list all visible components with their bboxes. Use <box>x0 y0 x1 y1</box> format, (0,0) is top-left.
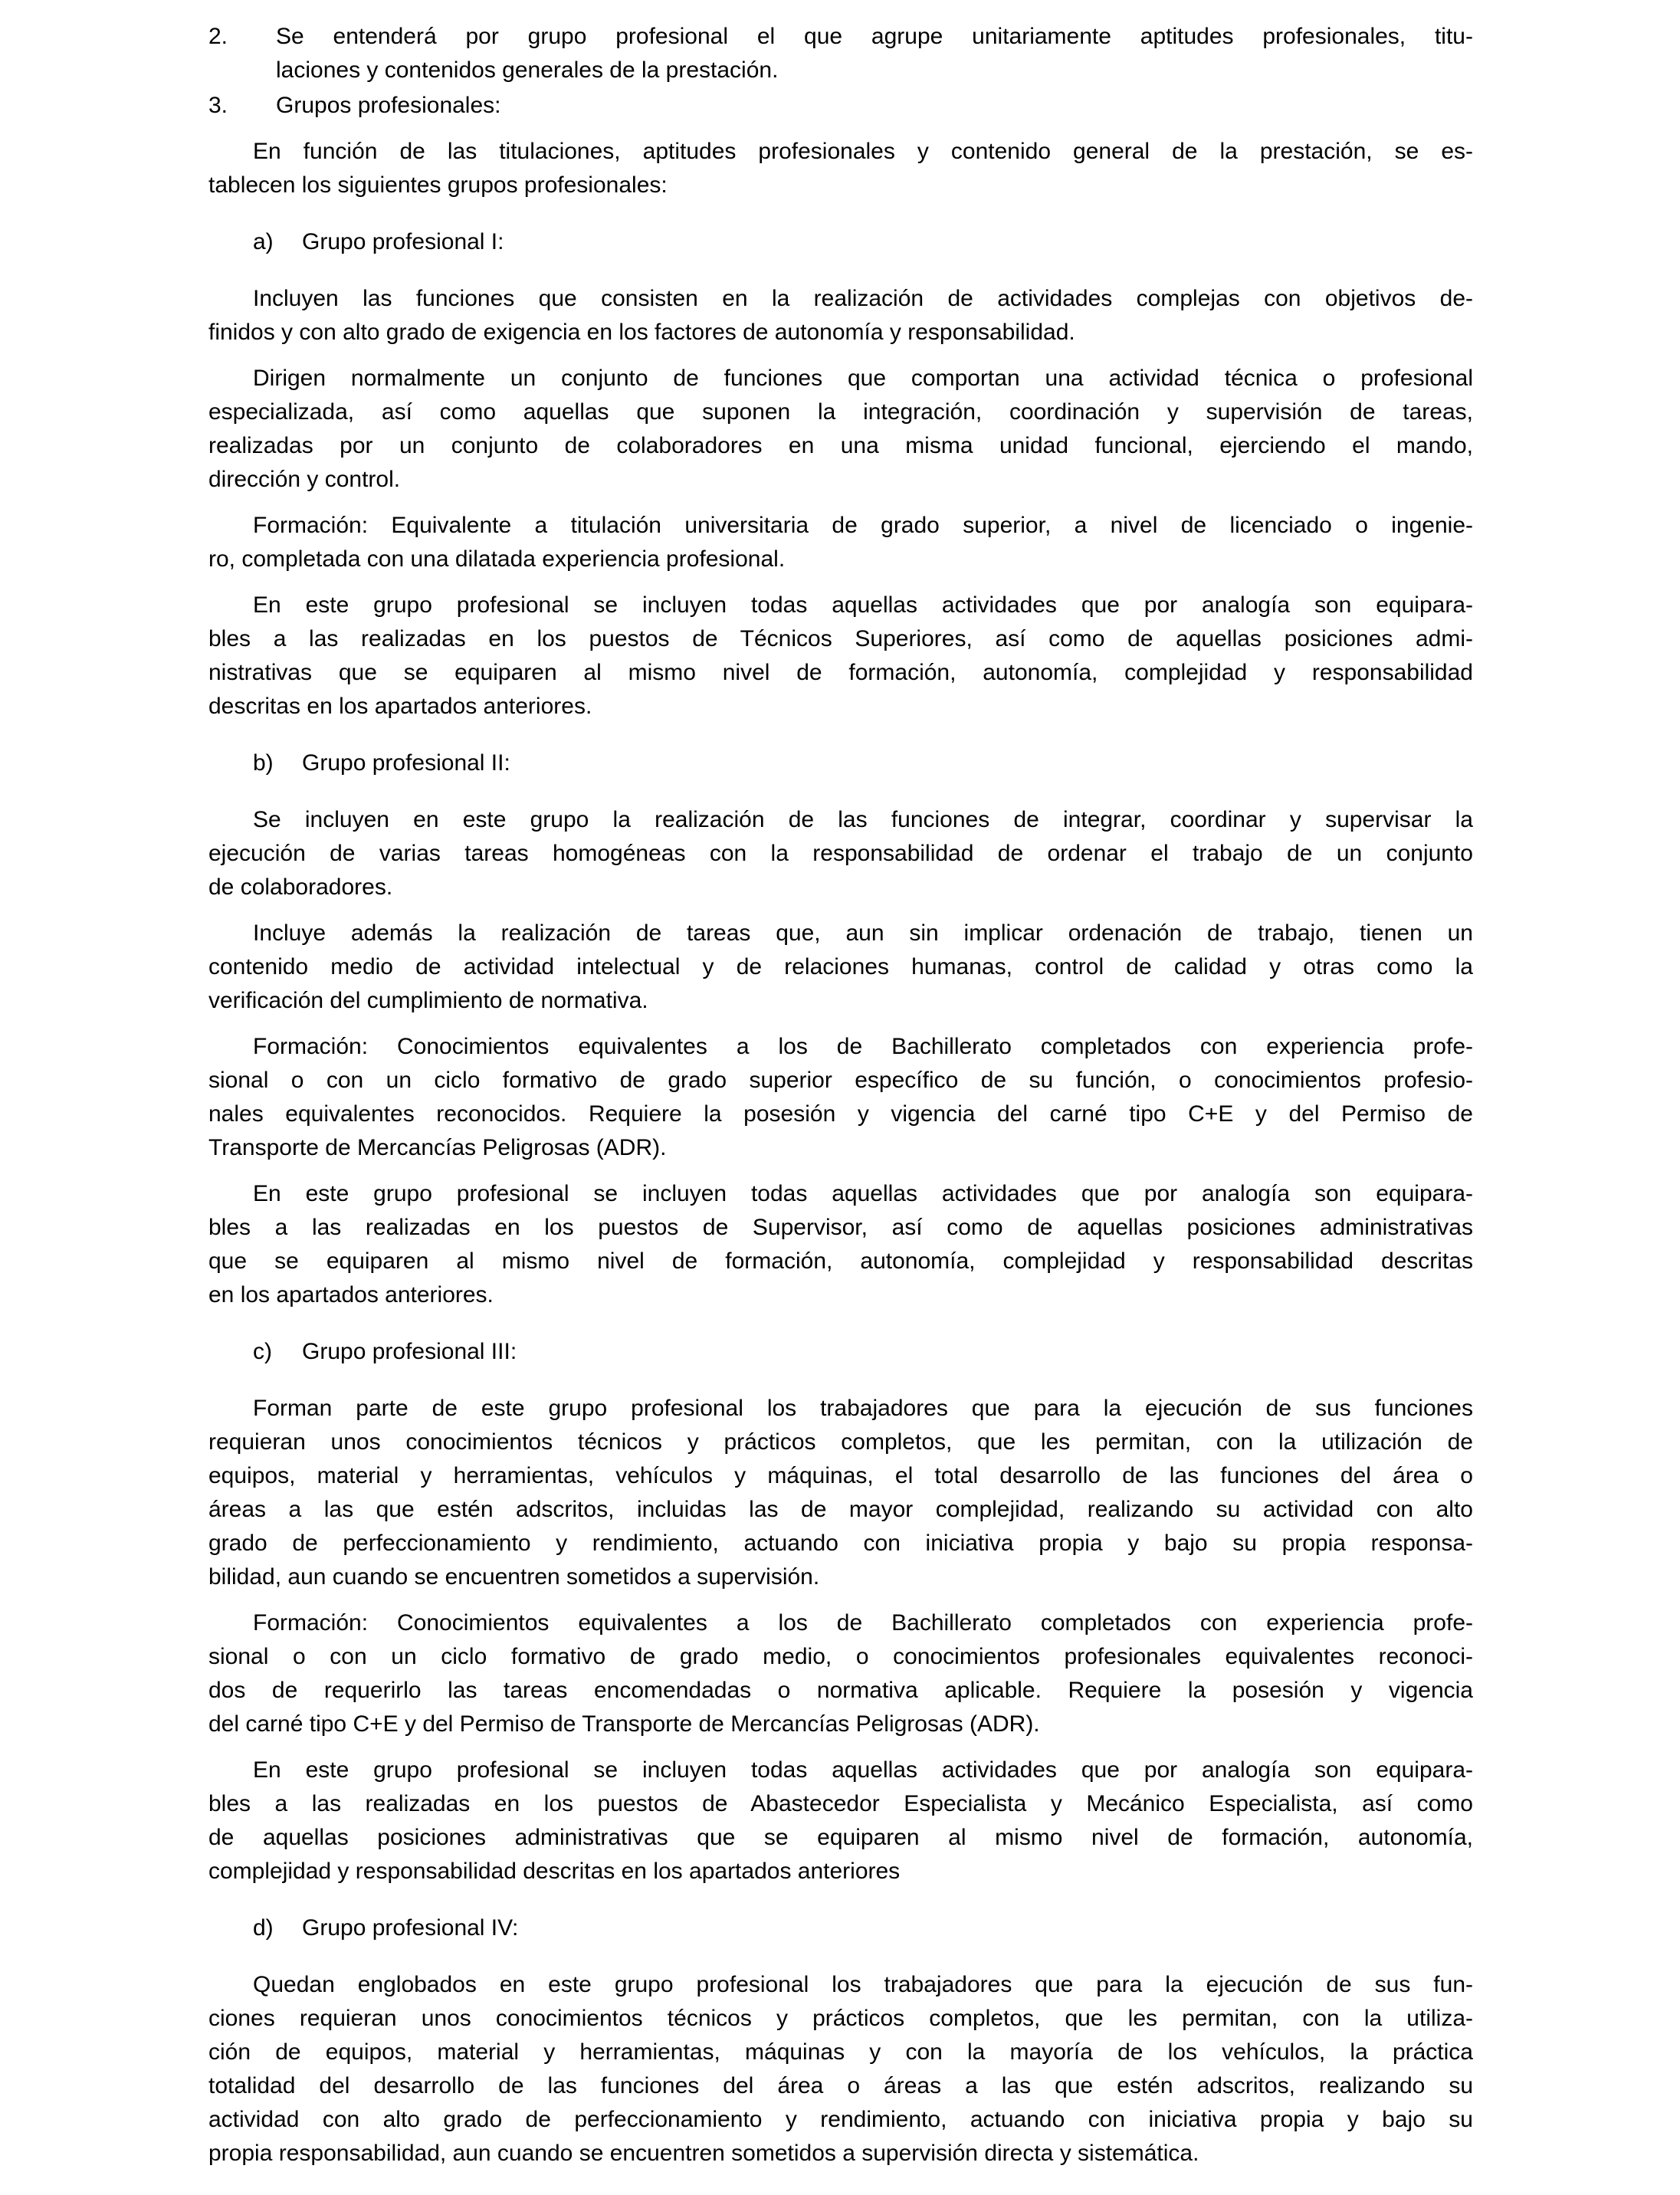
text-line: equipos, material y herramientas, vehículos y máquinas, el total desarrollo de las funciones del área o <box>208 1463 1473 1488</box>
text-line: Transporte de Mercancías Peligrosas (ADR). <box>208 1135 667 1160</box>
text-line: verificación del cumplimiento de normativa. <box>208 988 648 1013</box>
heading-text: Grupo profesional I: <box>302 229 504 254</box>
paragraph <box>208 589 1473 723</box>
text-line: finidos y con alto grado de exigencia en los factores de autonomía y responsabilidad. <box>208 320 1075 345</box>
heading-text: Grupo profesional IV: <box>302 1915 519 1941</box>
paragraph <box>208 135 1473 202</box>
paragraph <box>208 509 1473 576</box>
heading-text: Grupo profesional II: <box>302 750 510 776</box>
text-line: Quedan englobados en este grupo profesional los trabajadores que para la ejecución de sus fun- <box>253 1972 1473 1997</box>
paragraph <box>208 917 1473 1018</box>
text-line: dos de requerirlo las tareas encomendadas o normativa aplicable. Requiere la posesión y vigencia <box>208 1678 1473 1703</box>
text-line: Incluye además la realización de tareas que, aun sin implicar ordenación de trabajo, tienen un <box>253 920 1473 946</box>
text-line: del carné tipo C+E y del Permiso de Transporte de Mercancías Peligrosas (ADR). <box>208 1711 1040 1737</box>
numbered-list-item <box>208 20 1473 87</box>
paragraph <box>208 803 1473 904</box>
heading-marker: c) <box>253 1339 272 1364</box>
text-line: dirección y control. <box>208 467 401 492</box>
text-line: bilidad, aun cuando se encuentren sometidos a supervisión. <box>208 1564 820 1590</box>
text-line: sional o con un ciclo formativo de grado superior específico de su función, o conocimientos profesio- <box>208 1068 1473 1093</box>
numbered-list-item <box>208 89 1473 123</box>
document-content <box>208 20 1473 2170</box>
paragraph <box>208 1968 1473 2170</box>
text-line: contenido medio de actividad intelectual y de relaciones humanas, control de calidad y otras como la <box>208 954 1473 979</box>
text-line: ro, completada con una dilatada experiencia profesional. <box>208 546 786 572</box>
text-line: complejidad y responsabilidad descritas en los apartados anteriores <box>208 1859 901 1884</box>
text-line: totalidad del desarrollo de las funciones del área o áreas a las que estén adscritos, realizando su <box>208 2073 1473 2098</box>
text-line: En este grupo profesional se incluyen todas aquellas actividades que por analogía son equipara- <box>253 1757 1473 1783</box>
text-line: nales equivalentes reconocidos. Requiere la posesión y vigencia del carné tipo C+E y del Permiso de <box>208 1101 1473 1127</box>
list-marker: 2. <box>208 24 228 49</box>
paragraph <box>208 1030 1473 1165</box>
heading-marker: b) <box>253 750 274 776</box>
text-line: en los apartados anteriores. <box>208 1282 494 1307</box>
text-line: sional o con un ciclo formativo de grado medio, o conocimientos profesionales equivalentes reconoci- <box>208 1644 1473 1669</box>
section-heading <box>253 225 1473 259</box>
text-line: Forman parte de este grupo profesional los trabajadores que para la ejecución de sus funciones <box>253 1396 1473 1421</box>
text-line: Se incluyen en este grupo la realización de las funciones de integrar, coordinar y supervisar la <box>253 807 1473 832</box>
text-line: bles a las realizadas en los puestos de Técnicos Superiores, así como de aquellas posiciones admi- <box>208 626 1473 651</box>
list-marker: 3. <box>208 93 228 118</box>
text-line: ejecución de varias tareas homogéneas con la responsabilidad de ordenar el trabajo de un conjunto <box>208 841 1473 866</box>
heading-marker: a) <box>253 229 274 254</box>
text-line: En función de las titulaciones, aptitudes profesionales y contenido general de la prestación, se es- <box>253 139 1473 164</box>
text-line: En este grupo profesional se incluyen todas aquellas actividades que por analogía son equipara- <box>253 592 1473 618</box>
text-line: ción de equipos, material y herramientas, máquinas y con la mayoría de los vehículos, la práctica <box>208 2039 1473 2065</box>
text-line: bles a las realizadas en los puestos de Abastecedor Especialista y Mecánico Especialista, así como <box>208 1791 1473 1816</box>
text-line: ciones requieran unos conocimientos técnicos y prácticos completos, que les permitan, con la utiliza- <box>208 2006 1473 2031</box>
text-line: descritas en los apartados anteriores. <box>208 694 592 719</box>
paragraph <box>208 362 1473 497</box>
text-line: propia responsabilidad, aun cuando se encuentren sometidos a supervisión directa y sistemática. <box>208 2141 1199 2166</box>
text-line: especializada, así como aquellas que suponen la integración, coordinación y supervisión de tareas, <box>208 399 1473 425</box>
text-line: Se entenderá por grupo profesional el que agrupe unitariamente aptitudes profesionales, titu- <box>276 24 1473 49</box>
text-line: tablecen los siguientes grupos profesionales: <box>208 172 668 198</box>
paragraph <box>208 1754 1473 1888</box>
text-line: Dirigen normalmente un conjunto de funciones que comportan una actividad técnica o profesional <box>253 366 1473 391</box>
paragraph <box>208 1177 1473 1312</box>
text-line: requieran unos conocimientos técnicos y prácticos completos, que les permitan, con la utilización de <box>208 1429 1473 1455</box>
text-line: de colaboradores. <box>208 874 393 900</box>
paragraph <box>208 1606 1473 1741</box>
text-line: que se equiparen al mismo nivel de formación, autonomía, complejidad y responsabilidad descritas <box>208 1248 1473 1274</box>
text-line: Incluyen las funciones que consisten en la realización de actividades complejas con objetivos de- <box>253 286 1473 311</box>
text-line: En este grupo profesional se incluyen todas aquellas actividades que por analogía son equipara- <box>253 1181 1473 1206</box>
text-line: actividad con alto grado de perfeccionamiento y rendimiento, actuando con iniciativa propia y bajo su <box>208 2107 1473 2132</box>
paragraph <box>208 1392 1473 1594</box>
heading-marker: d) <box>253 1915 274 1941</box>
heading-text: Grupo profesional III: <box>302 1339 517 1364</box>
text-line: de aquellas posiciones administrativas que se equiparen al mismo nivel de formación, autonomía, <box>208 1825 1473 1850</box>
section-heading <box>253 1335 1473 1369</box>
section-heading <box>253 1911 1473 1945</box>
text-line: áreas a las que estén adscritos, incluidas las de mayor complejidad, realizando su actividad con alto <box>208 1497 1473 1522</box>
text-line: Formación: Equivalente a titulación universitaria de grado superior, a nivel de licenciado o ingenie- <box>253 513 1473 538</box>
text-line: Grupos profesionales: <box>276 93 501 118</box>
text-line: nistrativas que se equiparen al mismo nivel de formación, autonomía, complejidad y responsabilidad <box>208 660 1473 685</box>
paragraph <box>208 282 1473 349</box>
text-line: realizadas por un conjunto de colaboradores en una misma unidad funcional, ejerciendo el mando, <box>208 433 1473 458</box>
text-line: bles a las realizadas en los puestos de Supervisor, así como de aquellas posiciones administrativas <box>208 1215 1473 1240</box>
text-line: laciones y contenidos generales de la prestación. <box>276 57 779 83</box>
section-heading <box>253 746 1473 780</box>
text-line: grado de perfeccionamiento y rendimiento, actuando con iniciativa propia y bajo su propia responsa- <box>208 1531 1473 1556</box>
text-line: Formación: Conocimientos equivalentes a los de Bachillerato completados con experiencia profe- <box>253 1610 1473 1636</box>
text-line: Formación: Conocimientos equivalentes a los de Bachillerato completados con experiencia profe- <box>253 1034 1473 1059</box>
